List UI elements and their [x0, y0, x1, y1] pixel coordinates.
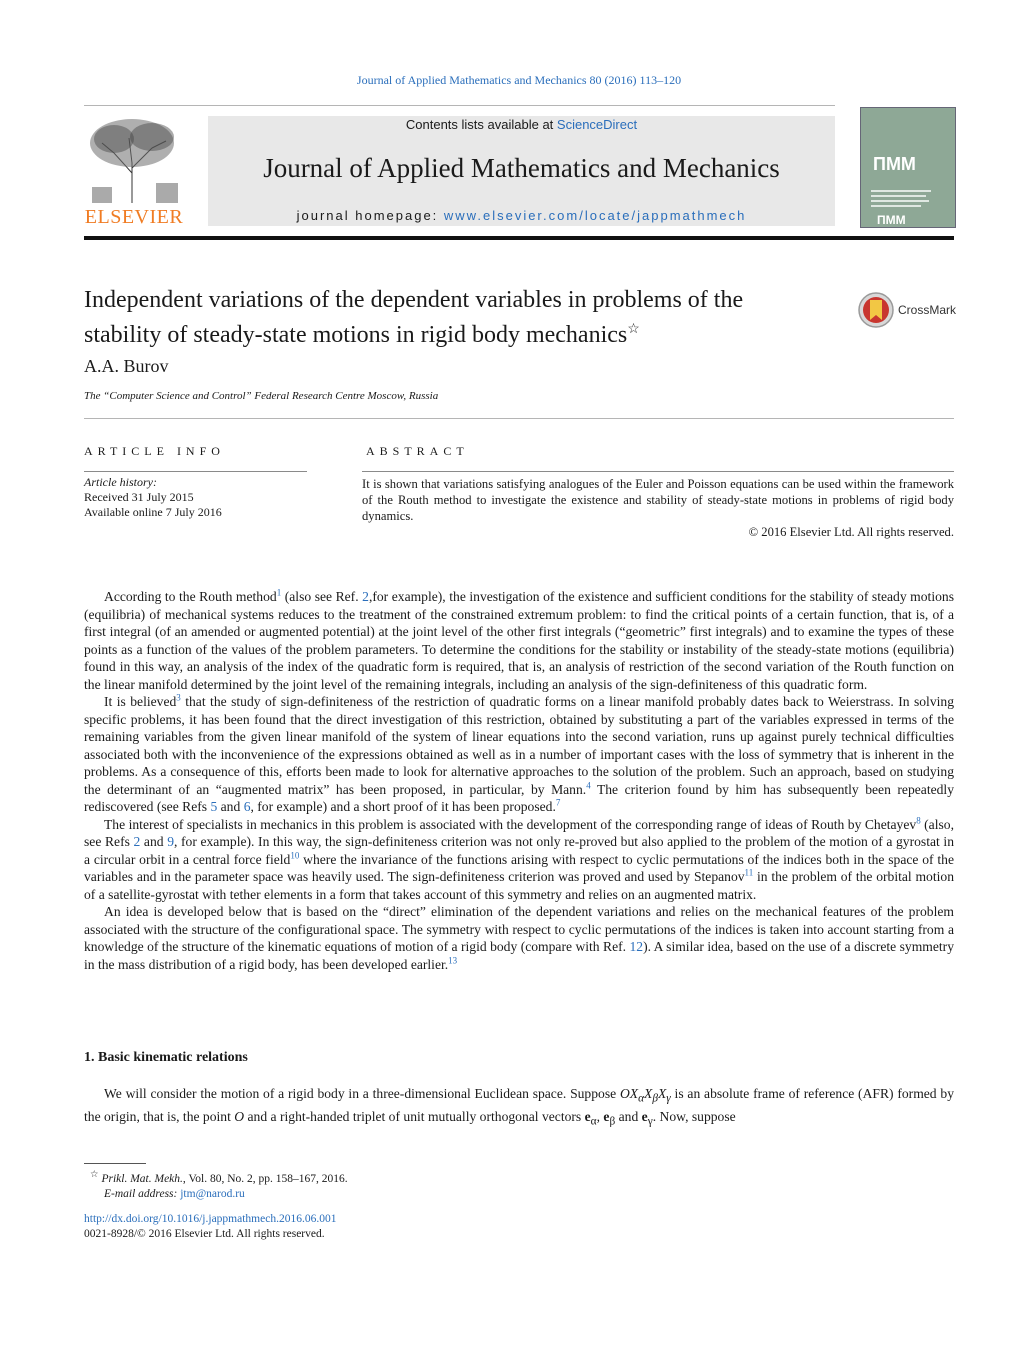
title-star-mark[interactable]: ☆ — [627, 322, 640, 337]
ref-link[interactable]: 12 — [629, 939, 644, 954]
ref-link[interactable]: 3 — [176, 692, 181, 703]
abstract-copyright: © 2016 Elsevier Ltd. All rights reserved. — [748, 525, 954, 539]
citation-rest: , Vol. 80, No. 2, pp. 158–167, 2016. — [182, 1172, 348, 1185]
body-text — [84, 588, 954, 973]
abstract-text: It is shown that variations satisfying analogues of the Euler and Poisson equations can be used within the framework of the Routh method to investigate the existence and stability of steady-state motions in problems of rigid body dynamics. — [362, 477, 954, 523]
doi-link[interactable]: http://dx.doi.org/10.1016/j.jappmathmech.2016.06.001 — [84, 1213, 337, 1225]
affiliation-rule — [84, 418, 954, 419]
ref-link[interactable]: 10 — [290, 849, 300, 860]
ref-link[interactable]: 5 — [210, 799, 218, 814]
ref-link[interactable]: 11 — [744, 867, 754, 878]
contents-prefix: Contents lists available at — [405, 117, 557, 132]
footnote — [90, 1167, 348, 1202]
sciencedirect-link[interactable]: ScienceDirect — [556, 117, 638, 132]
cover-title: ПММ — [873, 154, 916, 174]
footnote-rule — [84, 1163, 146, 1164]
article-history — [84, 475, 222, 520]
journal-title: Journal of Applied Mathematics and Mechanics — [263, 153, 780, 183]
paragraph-2: It is believed$^3$ that the study of sign-definiteness of the restriction of quadratic forms on a linear manifold probably dates back to Weierstrass. In solving specific problems, it has been found that the direct investigation of this restriction, obtained by substituting a part of the variables expressed in terms of the remaining variables from the given linear manifold of the system of linear equations into the second variation, runs up against purely technical difficulties associated both with the inconvenience of the expressions obtained as well as in a number of important cases with the loss of symmetry that is inherent in the problems. As a consequence of this, efforts been made to look for alternative approaches to the solution of the problem. Such an approach, based on studying the determinant of an “augmented matrix” has been proposed, in particular, by Mann.$^4$ The criterion found by him has subsequently been repeatedly rediscovered (see Refs 5 and 6, for example) and a short proof of it has been proposed.$^7$ — [84, 692, 955, 814]
homepage-prefix: journal homepage: — [296, 208, 444, 223]
ref-link[interactable]: 6 — [243, 799, 251, 814]
header-thick-rule — [84, 236, 954, 240]
ref-link[interactable]: 9 — [167, 834, 174, 849]
crossmark-label: CrossMark — [898, 303, 957, 317]
title-line-2: stability of steady-state motions in rigid body mechanics — [84, 322, 628, 348]
ref-link[interactable]: 1 — [276, 587, 282, 598]
affiliation: The “Computer Science and Control” Federal Research Centre Moscow, Russia — [84, 390, 439, 402]
ref-link[interactable]: 2 — [133, 834, 141, 849]
abstract-heading: ABSTRACT — [366, 444, 469, 458]
title-line-1: Independent variations of the dependent variables in problems of the — [84, 287, 744, 313]
email-link[interactable]: jtm@narod.ru — [180, 1187, 245, 1200]
cover-text-lines — [871, 190, 931, 207]
tree-icon — [84, 113, 184, 205]
header-rule — [84, 105, 835, 106]
footnote-star: ☆ — [90, 1169, 99, 1180]
journal-cover[interactable] — [860, 107, 956, 228]
ref-link[interactable]: 4 — [586, 779, 591, 790]
article-info-rule — [84, 471, 307, 472]
ref-link[interactable]: 2 — [362, 589, 369, 604]
ref-link[interactable]: 7 — [555, 797, 561, 808]
journal-reference[interactable]: Journal of Applied Mathematics and Mechanics 80 (2016) 113–120 — [356, 73, 682, 87]
received-date: Received 31 July 2015 — [84, 490, 194, 504]
ref-link[interactable]: 13 — [448, 954, 458, 965]
crossmark-badge[interactable] — [858, 290, 958, 330]
section-1-paragraph: We will consider the motion of a rigid body in a three-dimensional Euclidean space. Suppose $OX_\alpha X_\beta X_\gamma$ is an absolute frame of reference (AFR) formed by the origin, that is, the point O and a right-handed triplet of unit mutually orthogonal vectors $e_\alpha$, $e_\beta$ and $e_\gamma$. Now, suppose — [84, 1086, 954, 1128]
homepage-link[interactable]: www.elsevier.com/locate/jappmathmech — [443, 208, 747, 223]
paragraph-3: The interest of specialists in mechanics in this problem is associated with the development of the corresponding range of ideas of Routh by Chetayev$^8$ (also, see Refs 2 and 9, for example). In this way, the sign-definiteness criterion was not only re-proved but also applied to the problem of the motion of a gyrostat in a circular orbit in a central force field$^{10}$ where the invariance of the functions arising with respect to cyclic permutations of the indices both in the space of the variables and in the parameter space was heavily used. The sign-definiteness criterion was proved and used by Stepanov$^{11}$ in the problem of the orbital motion of a satellite-gyrostat with tether elements in a form that takes account of this symmetry and relies on an augmented matrix. — [84, 814, 954, 902]
paragraph-4: An idea is developed below that is based on the “direct” elimination of the dependent variations and relies on the mechanical features of the problem associated with the structure of the configurational space. The symmetry with respect to cyclic permutations of the indices is taken into account starting from a knowledge of the structure of the kinematic equations of motion of a rigid body (compare with Ref. 12). A similar idea, based on the use of a discrete symmetry in the mass distribution of a rigid body, has been developed earlier.$^{13}$ — [84, 904, 954, 972]
journal-homepage — [208, 208, 835, 223]
crossmark-icon — [858, 290, 898, 330]
cover-bottom-title: ПММ — [877, 213, 906, 227]
article-title — [84, 285, 844, 350]
article-info-heading: ARTICLE INFO — [84, 444, 225, 458]
contents-line — [208, 117, 835, 132]
abstract-rule — [362, 471, 954, 472]
email-label: E-mail address: — [104, 1187, 181, 1200]
section-heading: 1. Basic kinematic relations — [84, 1050, 248, 1065]
elsevier-wordmark: ELSEVIER — [84, 206, 184, 228]
issn-line: 0021-8928/© 2016 Elsevier Ltd. All rights reserved. — [84, 1228, 325, 1240]
section-1-text — [84, 1085, 954, 1131]
available-date: Available online 7 July 2016 — [84, 505, 222, 519]
author-name: A.A. Burov — [84, 356, 169, 376]
citation: Prikl. Mat. Mekh. — [101, 1172, 183, 1185]
paragraph-1: According to the Routh method$^1$ (also see Ref. 2,for example), the investigation of the existence and sufficient conditions for the stability of steady motions (equilibria) of mechanical systems reduces to the treatment of the constrained extremum problem: to find the critical points of a certain function, that is, of a first integral (of an amended or augmented potential) at the joint level of the other first integrals (“geometric” first integrals) and to examine the types of these points as a function of the values of the problem parameters. To determine the conditions for the stability or instability of the steady-state motions (equilibria) found in this way, an analysis of the index of the quadratic form is required, that is, an analysis of restriction of the second variation of the Routh function on the linear manifold determined by the joint level of the remaining integrals, including an analysis of the sign-definiteness of this quadratic form. — [84, 587, 954, 692]
doi-block — [84, 1212, 336, 1242]
ref-link[interactable]: 8 — [916, 814, 921, 825]
history-label: Article history: — [84, 475, 157, 489]
